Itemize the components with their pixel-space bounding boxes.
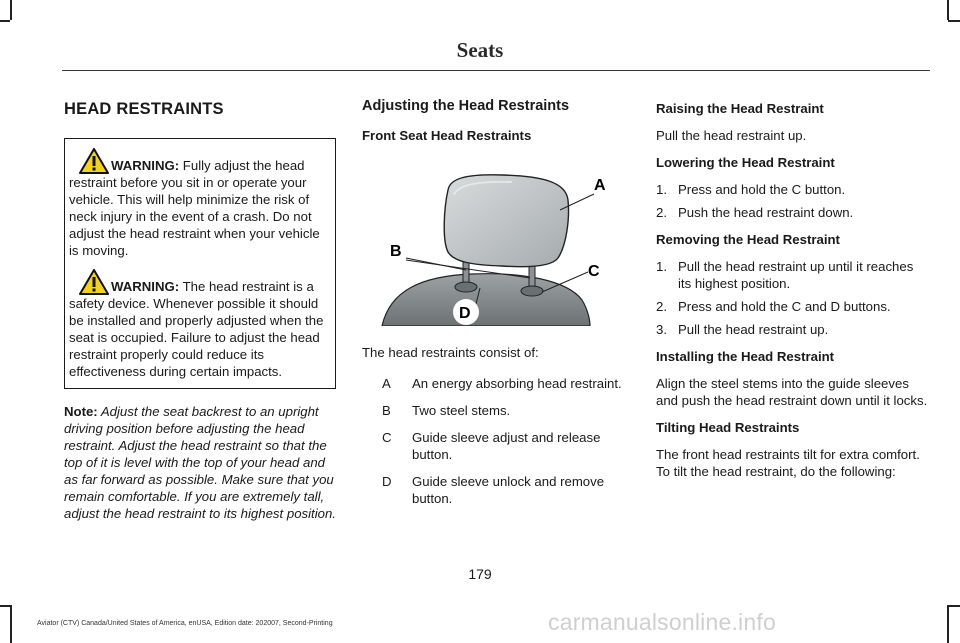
legend-value: Guide sleeve adjust and release button.	[412, 430, 601, 462]
crop-mark	[948, 20, 960, 22]
watermark: carmanualsonline.info	[548, 609, 776, 635]
warning-text: Fully adjust the head restraint before you sit in or operate your vehicle. This will help minimize the risk of neck injury in the event of a crash. Do not adjust the head restraint when your vehicle is moving.	[69, 158, 320, 258]
step-text: Press and hold the C button.	[678, 182, 846, 197]
step-number: 2.	[656, 299, 667, 314]
figure-label-a: A	[594, 177, 606, 194]
head-restraint-figure	[362, 150, 626, 326]
figure-label-c: C	[588, 263, 600, 280]
page-number: 179	[468, 566, 492, 582]
warning-label: WARNING:	[111, 158, 180, 173]
adjusting-heading: Adjusting the Head Restraints	[362, 98, 570, 114]
header-divider	[62, 70, 930, 71]
page-header-title: Seats	[456, 38, 504, 62]
legend-value: An energy absorbing head restraint.	[412, 376, 622, 391]
step-text: Press and hold the C and D buttons.	[678, 299, 891, 314]
note-text: Adjust the seat backrest to an upright driving position before adjusting the head restraint. Adjust the head restraint so that the top of it is level with the top of your head and as far forward as possible. Make sure that you remain comfortable. If you are extremely tall, adjust the head restraint to its highest position.	[64, 404, 336, 521]
warning-label: WARNING:	[111, 279, 180, 294]
step-item	[656, 204, 930, 221]
note-label: Note:	[64, 404, 98, 419]
step-text: Pull the head restraint up.	[678, 322, 829, 337]
legend-key: D	[382, 474, 392, 489]
legend-row	[362, 375, 626, 392]
legend-key: C	[382, 430, 392, 445]
warning-triangle-icon	[79, 148, 109, 174]
warning-text: The head restraint is a safety device. Whenever possible it should be installed and properly adjusted when the seat is occupied. Failure to adjust the head restraint properly could reduce its effectiveness during certain impacts.	[69, 279, 324, 379]
legend-value: Two steel stems.	[412, 403, 511, 418]
figure-label-d: D	[459, 305, 471, 322]
crop-mark	[947, 605, 949, 643]
step-text: Pull the head restraint up until it reaches its highest position.	[678, 259, 914, 291]
crop-mark	[0, 20, 10, 22]
legend-key: A	[382, 376, 391, 391]
front-seat-subheading: Front Seat Head Restraints	[362, 128, 532, 143]
crop-mark	[948, 605, 960, 607]
installing-text: Align the steel stems into the guide sleeves and push the head restraint down until it locks.	[656, 376, 928, 408]
step-item	[656, 321, 930, 338]
crop-mark	[0, 605, 10, 607]
legend-intro: The head restraints consist of:	[362, 345, 539, 360]
warning-2	[69, 269, 331, 380]
footer-edition: Aviator (CTV) Canada/United States of America, enUSA, Edition date: 202007, Second-Printing	[37, 620, 333, 627]
step-text: Push the head restraint down.	[678, 205, 854, 220]
lowering-heading: Lowering the Head Restraint	[656, 155, 835, 170]
removing-heading: Removing the Head Restraint	[656, 232, 840, 247]
step-number: 3.	[656, 322, 667, 337]
left-column	[64, 96, 336, 532]
installing-heading: Installing the Head Restraint	[656, 349, 835, 364]
tilting-heading: Tilting Head Restraints	[656, 420, 800, 435]
right-column	[656, 96, 930, 490]
figure-label-b: B	[390, 243, 402, 260]
step-item	[656, 258, 930, 292]
legend-row	[362, 429, 626, 463]
warning-1	[69, 148, 331, 259]
warning-triangle-icon	[79, 269, 109, 295]
step-number: 1.	[656, 259, 667, 274]
crop-mark	[10, 605, 12, 643]
lowering-steps	[656, 181, 930, 221]
section-heading: HEAD RESTRAINTS	[64, 100, 224, 118]
removing-steps	[656, 258, 930, 338]
legend-value: Guide sleeve unlock and remove button.	[412, 474, 605, 506]
tilting-text: The front head restraints tilt for extra comfort. To tilt the head restraint, do the following:	[656, 447, 920, 479]
crop-mark	[947, 0, 949, 20]
legend-row	[362, 473, 626, 507]
step-item	[656, 298, 930, 315]
legend-row	[362, 402, 626, 419]
middle-column	[362, 96, 626, 517]
legend-key: B	[382, 403, 391, 418]
step-number: 1.	[656, 182, 667, 197]
warning-box	[64, 138, 336, 389]
note-paragraph	[64, 403, 336, 522]
raising-heading: Raising the Head Restraint	[656, 101, 824, 116]
head-restraint-illustration	[362, 150, 626, 326]
step-item	[656, 181, 930, 198]
legend-table	[362, 375, 626, 507]
raising-text: Pull the head restraint up.	[656, 128, 807, 143]
step-number: 2.	[656, 205, 667, 220]
crop-mark	[10, 0, 12, 20]
